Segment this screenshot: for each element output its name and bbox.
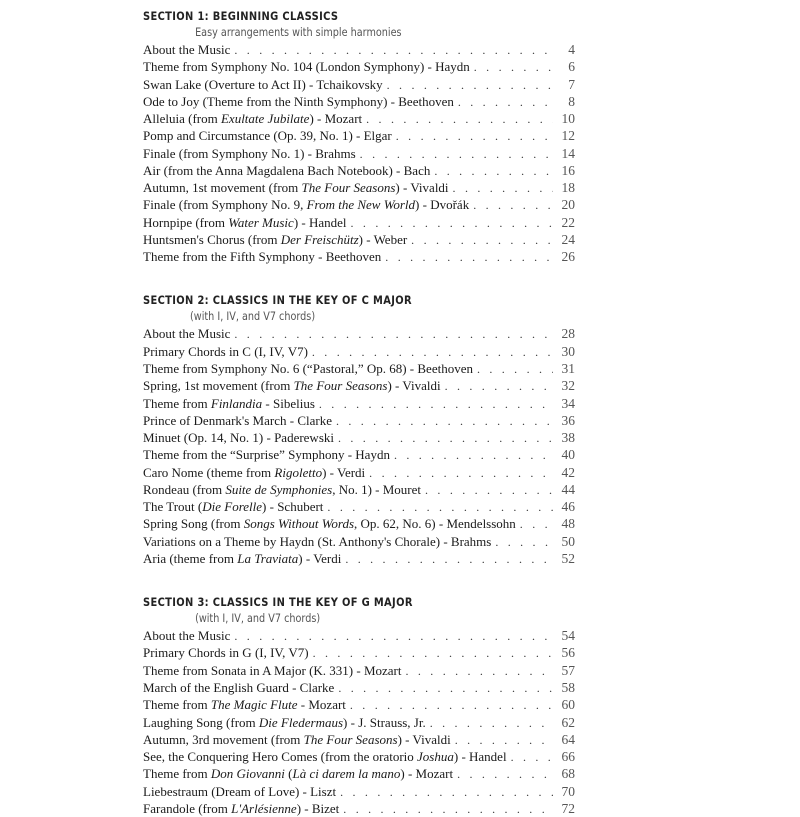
page-number: 28 [561,326,575,342]
toc-entry [143,93,575,110]
entry-title-text: Spring, 1st movement (from [143,378,294,394]
page-number: 54 [561,628,575,644]
entry-title-italic: Suite de Symphonies [225,481,333,497]
toc-entry [143,41,575,58]
entry-title [143,800,339,817]
section [143,594,575,817]
entry-title [143,377,441,394]
entry-title-text: , No. 1) - Mouret [332,481,422,497]
entry-title-text: Minuet (Op. 14, No. 1) - Paderewski [143,430,334,446]
entry-title-text: Spring Song (from [143,516,244,532]
entry-title [143,446,390,463]
dot-leader [458,94,553,110]
entry-title-text: Alleluia (from [143,111,221,127]
page-number: 56 [561,645,575,661]
entry-title-text: Huntsmen's Chorus (from [143,231,281,247]
dot-leader [396,128,553,144]
dot-leader [351,215,553,231]
entry-title-text: ( [284,766,293,782]
entry-title-text: ) - Handel [293,214,347,230]
dot-leader [411,232,553,248]
entry-title-text: Theme from the “Surprise” Symphony - Haydn [143,447,390,463]
toc-entry [143,662,575,679]
entry-title [143,41,230,58]
toc-entry [143,395,575,412]
toc-entry [143,627,575,644]
section [143,8,575,265]
section-entries [143,325,575,567]
page-number: 4 [568,42,575,57]
page-number: 70 [561,783,575,799]
toc-entry [143,498,575,515]
page-number: 40 [561,447,575,463]
page-number: 48 [561,516,575,532]
page-number: 32 [561,378,575,394]
entry-title [143,679,334,696]
section-subtitle: (with I, IV, and V7 chords) [190,309,316,324]
toc-entry [143,731,575,748]
entry-title-italic: From the New World [306,197,416,213]
page-number: 24 [561,231,575,247]
entry-title-text: Finale (from Symphony No. 9, [143,197,307,213]
toc-entry [143,76,575,93]
page-number: 30 [561,343,575,359]
page-number: 16 [561,162,575,178]
entry-title-text: Farandole (from [143,800,232,816]
entry-title-text: - Mozart [297,697,346,713]
entry-title-italic: Rigoletto [274,464,323,480]
page-number: 44 [561,481,575,497]
page-number: 7 [568,76,575,92]
entry-title-text: Autumn, 3rd movement (from [143,731,304,747]
entry-title [143,395,315,412]
dot-leader [366,111,553,127]
entry-title-italic: Exultate Jubilate [220,111,310,127]
entry-title [143,731,451,748]
dot-leader [234,628,553,644]
page-number: 6 [568,59,575,75]
toc-entry [143,429,575,446]
entry-title-text: ) - Verdi [298,550,342,566]
entry-title [143,343,308,360]
entry-title [143,110,362,127]
entry-title-text: About the Music [143,42,231,57]
dot-leader [369,465,553,481]
entry-title [143,196,469,213]
entry-title [143,360,473,377]
toc-entry [143,325,575,342]
page-number: 50 [561,533,575,549]
dot-leader [455,732,553,748]
entry-title-text: ) - Vivaldi [395,180,449,196]
toc-entry [143,214,575,231]
toc-entry [143,800,575,817]
dot-leader [445,378,553,394]
entry-title [143,325,230,342]
entry-title-text: Swan Lake (Overture to Act II) - Tchaikovsky [143,76,383,92]
entry-title-text: Theme from Symphony No. 104 (London Symphony) - Haydn [143,59,470,75]
toc-entry [143,377,575,394]
entry-title-italic: The Four Seasons [303,731,398,747]
entry-title-text: Theme from [143,395,211,411]
section-subtitle: (with I, IV, and V7 chords) [195,611,321,626]
page-number: 34 [561,395,575,411]
entry-title [143,127,392,144]
toc-entry [143,110,575,127]
entry-title [143,644,309,661]
entry-title-text: ) - Verdi [322,464,366,480]
dot-leader [350,697,553,713]
entry-title-text: Theme from Symphony No. 6 (“Pastoral,” Op. 68) - Beethoven [143,360,473,376]
toc-entry [143,644,575,661]
entry-title-italic: Finlandia [210,395,263,411]
toc-entry [143,481,575,498]
page-number: 20 [561,197,575,213]
entry-title-text: March of the English Guard - Clarke [143,679,335,695]
entry-title-text: ) - Handel [453,749,507,765]
entry-title-text: Primary Chords in G (I, IV, V7) [143,645,309,661]
dot-leader [406,663,554,679]
entry-title-text: Ode to Joy (Theme from the Ninth Symphony) - Beethoven [143,93,454,109]
dot-leader [457,766,553,782]
dot-leader [474,59,553,75]
entry-title-text: Pomp and Circumstance (Op. 39, No. 1) - Elgar [143,128,392,144]
entry-title-text: Finale (from Symphony No. 1) - Brahms [143,145,356,161]
dot-leader [319,396,553,412]
page-number: 42 [561,464,575,480]
toc-entry [143,412,575,429]
entry-title-text: ) - Vivaldi [397,731,451,747]
page-number: 57 [561,662,575,678]
entry-title [143,550,341,567]
dot-leader [338,680,553,696]
entry-title-text: ) - Mozart [309,111,363,127]
entry-title [143,179,449,196]
entry-title-text: Variations on a Theme by Haydn (St. Anthony's Chorale) - Brahms [143,533,492,549]
dot-leader [425,482,553,498]
dot-leader [394,447,553,463]
entry-title [143,765,453,782]
table-of-contents [143,8,575,817]
entry-title-text: The Trout ( [143,499,203,515]
dot-leader [234,42,553,58]
page-number: 72 [561,800,575,816]
dot-leader [495,534,553,550]
entry-title [143,662,402,679]
entry-title-text: Prince of Denmark's March - Clarke [143,412,332,428]
entry-title [143,515,516,532]
entry-title-text: Laughing Song (from [143,714,259,730]
entry-title [143,231,407,248]
dot-leader [327,499,553,515]
entry-title-text: ) - Weber [358,231,408,247]
page-number: 68 [561,766,575,782]
entry-title-text: Caro Nome (theme from [143,464,275,480]
dot-leader [430,715,553,731]
toc-entry [143,714,575,731]
entry-title-text: Theme from the Fifth Symphony - Beethoven [143,249,382,265]
toc-entry [143,343,575,360]
page-number: 12 [561,128,575,144]
dot-leader [360,146,553,162]
section-title: SECTION 3: CLASSICS IN THE KEY OF G MAJOR [143,595,413,610]
entry-title-italic: The Magic Flute [210,697,298,713]
toc-entry [143,248,575,265]
page-number: 10 [561,111,575,127]
entry-title-text: Liebestraum (Dream of Love) - Liszt [143,783,337,799]
section-entries [143,627,575,817]
entry-title-text: Hornpipe (from [143,214,229,230]
entry-title-text: ) - J. Strauss, Jr. [343,714,426,730]
dot-leader [340,784,553,800]
dot-leader [338,430,553,446]
dot-leader [312,344,553,360]
toc-entry [143,179,575,196]
page-number: 58 [561,679,575,695]
page-number: 38 [561,430,575,446]
entry-title [143,58,470,75]
entry-title-italic: Songs Without Words [243,516,355,532]
toc-entry [143,196,575,213]
entry-title-text: Rondeau (from [143,481,226,497]
entry-title-text: Air (from the Anna Magdalena Bach Notebook) - Bach [143,162,431,178]
section-entries [143,41,575,265]
entry-title [143,76,383,93]
entry-title [143,714,426,731]
page-number: 46 [561,499,575,515]
entry-title [143,481,421,498]
entry-title-text: Theme from [143,766,211,782]
entry-title [143,162,430,179]
entry-title [143,93,454,110]
entry-title-italic: L'Arlésienne [231,800,297,816]
entry-title [143,748,507,765]
entry-title [143,696,346,713]
entry-title-text: ) - Dvořák [415,197,470,213]
page-number: 60 [561,697,575,713]
page-number: 18 [561,180,575,196]
entry-title-italic: Water Music [228,214,294,230]
page-number: 22 [561,214,575,230]
entry-title-text: About the Music [143,628,231,644]
dot-leader [453,180,553,196]
toc-entry [143,145,575,162]
toc-entry [143,748,575,765]
entry-title-italic: Die Forelle [202,499,263,515]
toc-entry [143,765,575,782]
entry-title [143,464,365,481]
entry-title-text: Primary Chords in C (I, IV, V7) [143,343,308,359]
dot-leader [345,551,553,567]
toc-entry [143,464,575,481]
dot-leader [473,197,553,213]
entry-title-text: About the Music [143,326,231,342]
entry-title [143,412,332,429]
dot-leader [511,749,553,765]
page-number: 36 [561,412,575,428]
dot-leader [477,361,553,377]
entry-title [143,429,334,446]
dot-leader [387,77,553,93]
entry-title-text: ) - Vivaldi [387,378,441,394]
entry-title-italic: Die Fledermaus [258,714,344,730]
toc-entry [143,360,575,377]
toc-entry [143,446,575,463]
entry-title-text: Theme from Sonata in A Major (K. 331) - Mozart [143,662,402,678]
page-number: 52 [561,550,575,566]
entry-title-italic: Joshua [417,749,454,765]
entry-title-text: Aria (theme from [143,550,238,566]
dot-leader [434,163,553,179]
toc-entry [143,696,575,713]
entry-title-italic: Là ci darem la mano [292,766,401,782]
entry-title [143,533,491,550]
section [143,292,575,567]
entry-title-italic: Der Freischütz [280,231,359,247]
entry-title [143,627,230,644]
section-title: SECTION 1: BEGINNING CLASSICS [143,9,339,23]
entry-title-text: ) - Bizet [296,800,340,816]
entry-title-text: , Op. 62, No. 6) - Mendelssohn [354,516,516,532]
entry-title [143,145,356,162]
dot-leader [385,249,553,265]
section-title: SECTION 2: CLASSICS IN THE KEY OF C MAJOR [143,293,412,308]
toc-entry [143,550,575,567]
entry-title-text: - Sibelius [262,395,315,411]
toc-entry [143,127,575,144]
dot-leader [313,645,553,661]
entry-title-text: Autumn, 1st movement (from [143,180,302,196]
entry-title-text: See, the Conquering Hero Comes (from the oratorio [143,749,418,765]
entry-title [143,248,381,265]
toc-entry [143,515,575,532]
dot-leader [336,413,553,429]
entry-title-italic: Don Giovanni [210,766,285,782]
entry-title-italic: La Traviata [237,550,299,566]
page-number: 66 [561,749,575,765]
entry-title [143,783,336,800]
page-number: 26 [561,249,575,265]
entry-title-italic: The Four Seasons [293,378,388,394]
page-number: 62 [561,714,575,730]
entry-title [143,498,323,515]
toc-entry [143,231,575,248]
page-number: 31 [561,360,575,376]
dot-leader [343,801,553,817]
page-number: 64 [561,731,575,747]
entry-title-text: ) - Mozart [400,766,454,782]
entry-title-italic: The Four Seasons [301,180,396,196]
dot-leader [520,516,553,532]
entry-title-text: ) - Schubert [262,499,324,515]
entry-title [143,214,347,231]
section-subtitle: Easy arrangements with simple harmonies [195,25,402,39]
toc-entry [143,162,575,179]
toc-entry [143,533,575,550]
dot-leader [234,326,553,342]
page-number: 8 [568,93,575,109]
toc-entry [143,679,575,696]
page-number: 14 [561,145,575,161]
entry-title-text: Theme from [143,697,211,713]
toc-entry [143,58,575,75]
toc-entry [143,783,575,800]
